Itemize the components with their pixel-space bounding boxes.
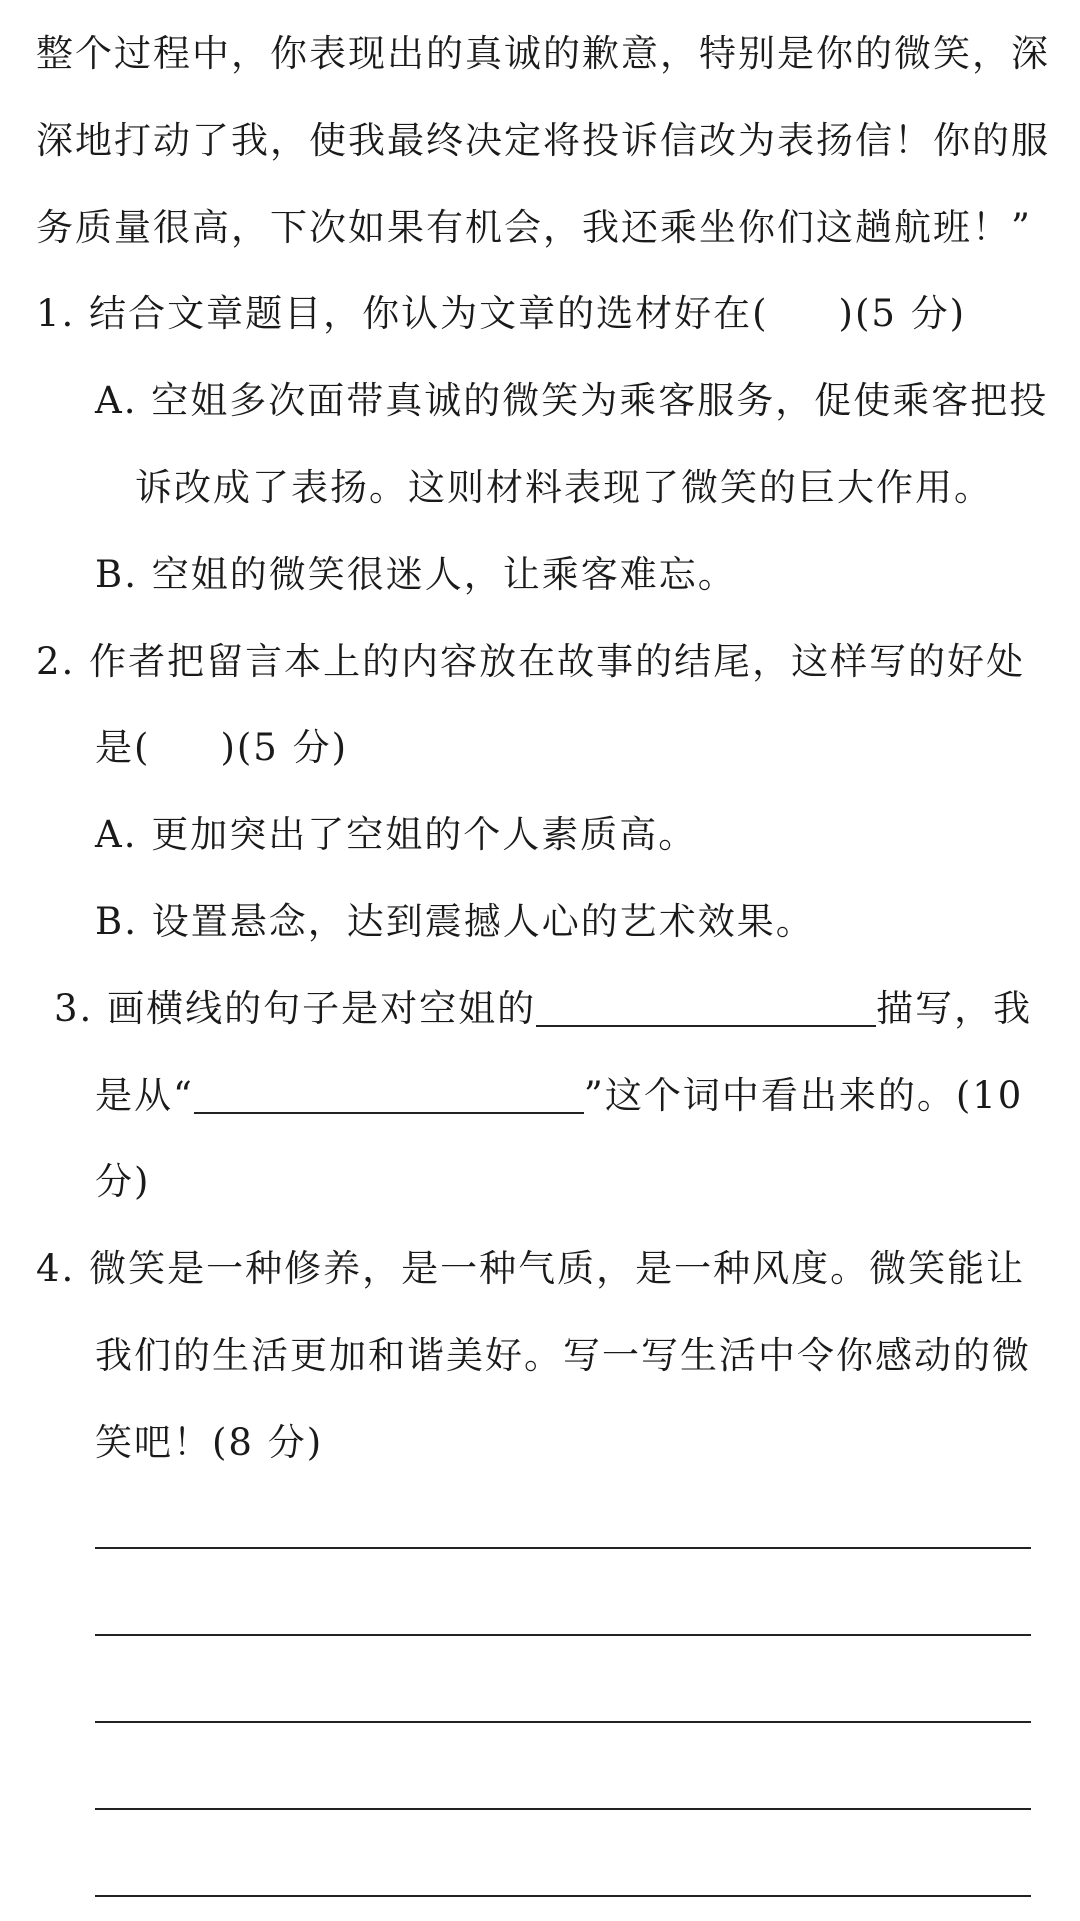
question-4-line-1: 微笑是一种修养，是一种气质，是一种风度。微笑能让 xyxy=(89,1247,1026,1290)
question-2-option-b[interactable]: B. 设置悬念，达到震撼人心的艺术效果。 xyxy=(95,900,815,943)
question-3-line-2-after: ”这个词中看出来的。(10 xyxy=(583,1074,1024,1117)
question-2-number: 2. xyxy=(36,640,76,683)
question-1-option-a-line-1[interactable]: A. 空姐多次面带真诚的微笑为乘客服务，促使乘客把投 xyxy=(95,379,1049,422)
question-4 xyxy=(36,1243,1025,1295)
question-3-text-after: 描写，我 xyxy=(876,987,1033,1030)
question-3 xyxy=(54,983,1032,1035)
question-1-text-before: 结合文章题目，你认为文章的选材好在( xyxy=(89,292,769,335)
question-1-text-after: )(5 分) xyxy=(838,292,967,335)
question-3-number: 3. xyxy=(54,987,94,1030)
question-4-line-2: 我们的生活更加和谐美好。写一写生活中令你感动的微 xyxy=(95,1334,1031,1377)
passage-line-2: 深地打动了我，使我最终决定将投诉信改为表扬信！你的服 xyxy=(36,119,1050,162)
question-4-number: 4. xyxy=(36,1247,76,1290)
question-3-blank-1[interactable] xyxy=(536,985,876,1027)
question-3-line-2-before: 是从“ xyxy=(95,1074,194,1117)
question-1-option-b[interactable]: B. 空姐的微笑很迷人，让乘客难忘。 xyxy=(95,553,737,596)
answer-writing-line[interactable] xyxy=(95,1721,1031,1723)
answer-writing-line[interactable] xyxy=(95,1895,1031,1897)
answer-writing-line[interactable] xyxy=(95,1634,1031,1636)
question-1-option-a-line-2: 诉改成了表扬。这则材料表现了微笑的巨大作用。 xyxy=(135,466,993,509)
answer-writing-line[interactable] xyxy=(95,1547,1031,1549)
passage-line-1: 整个过程中，你表现出的真诚的歉意，特别是你的微笑，深 xyxy=(36,32,1050,75)
question-3-line-2 xyxy=(95,1070,1023,1122)
question-4-line-3: 笑吧！(8 分) xyxy=(95,1421,324,1464)
question-2-line-1: 作者把留言本上的内容放在故事的结尾，这样写的好处 xyxy=(89,640,1026,683)
question-2-text-before: 是( xyxy=(95,726,151,769)
question-3-text-before: 画横线的句子是对空姐的 xyxy=(107,987,537,1030)
question-2-line-2 xyxy=(95,722,348,774)
question-2 xyxy=(36,636,1025,688)
answer-writing-line[interactable] xyxy=(95,1808,1031,1810)
question-3-line-3: 分) xyxy=(95,1160,151,1203)
question-2-text-after: )(5 分) xyxy=(220,726,349,769)
question-1 xyxy=(36,288,966,340)
question-2-option-a[interactable]: A. 更加突出了空姐的个人素质高。 xyxy=(95,813,698,856)
question-1-number: 1. xyxy=(36,292,76,335)
question-3-blank-2[interactable] xyxy=(194,1072,584,1114)
passage-line-3: 务质量很高，下次如果有机会，我还乘坐你们这趟航班！” xyxy=(36,206,1032,249)
